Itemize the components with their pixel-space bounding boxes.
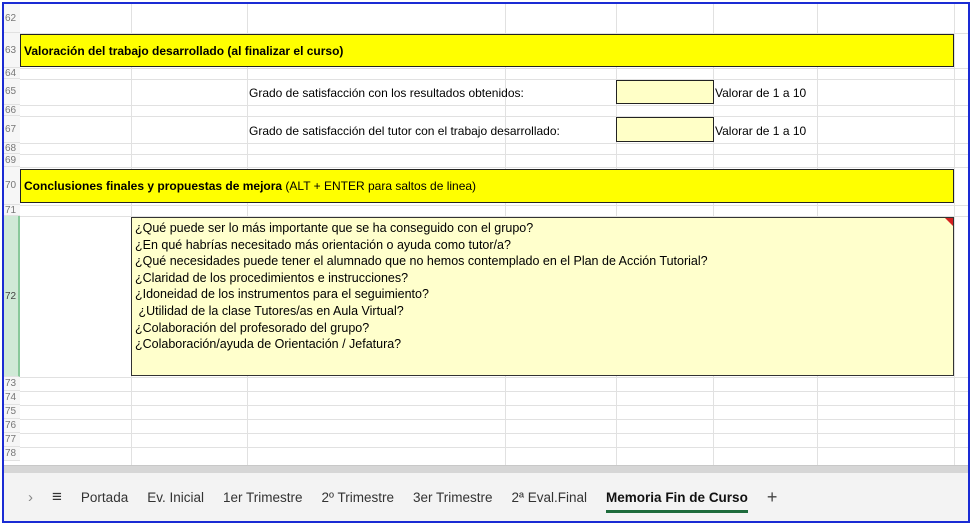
row-header-70[interactable]: 70 xyxy=(4,167,20,205)
tab-ev-inicial[interactable]: Ev. Inicial xyxy=(147,489,204,505)
satisfaccion-tutor-input[interactable] xyxy=(616,117,714,142)
row-header-65[interactable]: 65 xyxy=(4,79,20,105)
hamburger-menu-icon[interactable]: ≡ xyxy=(52,487,62,506)
row-divider xyxy=(20,79,968,80)
row-divider xyxy=(20,105,968,106)
conclusiones-title: Conclusiones finales y propuestas de mejora xyxy=(24,179,283,193)
conclusiones-line: ¿Claridad de los procedimientos e instrucciones? xyxy=(135,270,409,285)
satisfaccion-tutor-label: Grado de satisfacción del tutor con el trabajo desarrollado: xyxy=(249,124,560,138)
comment-indicator-icon[interactable] xyxy=(945,218,953,226)
row-divider xyxy=(20,447,968,448)
satisfaccion-resultados-input[interactable] xyxy=(616,80,714,104)
status-bar xyxy=(4,517,968,521)
conclusiones-line: ¿Idoneidad de los instrumentos para el seguimiento? xyxy=(135,287,429,302)
conclusiones-line: ¿Qué necesidades puede tener el alumnado que no hemos contemplado en el Plan de Acción Tutorial? xyxy=(135,254,708,269)
sheet-grid[interactable] xyxy=(4,4,968,465)
conclusiones-line: ¿Colaboración/ayuda de Orientación / Jefatura? xyxy=(135,337,402,352)
tab-1er-trimestre[interactable]: 1er Trimestre xyxy=(223,489,303,505)
tab-portada[interactable]: Portada xyxy=(80,489,129,505)
row-header-74[interactable]: 74 xyxy=(4,391,20,405)
tab-memoria-fin-de-curso[interactable]: Memoria Fin de Curso xyxy=(606,487,748,508)
row-header-77[interactable]: 77 xyxy=(4,433,20,447)
satisfaccion-tutor-hint: Valorar de 1 a 10 xyxy=(715,124,807,138)
valoracion-banner[interactable] xyxy=(20,34,954,67)
row-header-69[interactable]: 69 xyxy=(4,154,20,167)
row-header-75[interactable]: 75 xyxy=(4,405,20,419)
tab-2o-trimestre[interactable]: 2º Trimestre xyxy=(321,489,394,505)
tab-2a-eval-final[interactable]: 2ª Eval.Final xyxy=(511,489,588,505)
row-divider xyxy=(20,116,968,117)
conclusiones-note: (ALT + ENTER para saltos de linea) xyxy=(282,179,477,193)
plus-icon[interactable]: + xyxy=(766,486,778,507)
row-header-68[interactable]: 68 xyxy=(4,143,20,154)
row-header-73[interactable]: 73 xyxy=(4,377,20,391)
row-divider xyxy=(20,205,968,206)
tab-3er-trimestre[interactable]: 3er Trimestre xyxy=(412,489,493,505)
row-header-62[interactable]: 62 xyxy=(4,4,20,33)
conclusiones-line: ¿Colaboración del profesorado del grupo? xyxy=(135,320,370,335)
row-header-72[interactable]: 72 xyxy=(4,216,20,377)
chevron-right-icon[interactable]: › xyxy=(28,488,33,506)
row-header-66[interactable]: 66 xyxy=(4,105,20,116)
conclusiones-line: ¿En qué habrías necesitado más orientación o ayuda como tutor/a? xyxy=(135,237,511,252)
row-divider xyxy=(20,68,968,69)
column-divider xyxy=(954,4,955,465)
row-divider xyxy=(20,419,968,420)
satisfaccion-resultados-label: Grado de satisfacción con los resultados obtenidos: xyxy=(249,86,524,100)
row-header-63[interactable]: 63 xyxy=(4,33,20,68)
row-header-64[interactable]: 64 xyxy=(4,68,20,79)
conclusiones-banner[interactable] xyxy=(20,169,954,203)
valoracion-title: Valoración del trabajo desarrollado (al finalizar el curso) xyxy=(24,43,344,58)
row-header-71[interactable]: 71 xyxy=(4,205,20,216)
row-divider xyxy=(20,143,968,144)
sheet-tab-bar xyxy=(4,473,968,521)
satisfaccion-resultados-hint: Valorar de 1 a 10 xyxy=(715,86,807,100)
row-divider xyxy=(20,377,968,378)
row-divider xyxy=(20,433,968,434)
row-divider xyxy=(20,167,968,168)
conclusiones-line: ¿Utilidad de la clase Tutores/as en Aula Virtual? xyxy=(135,303,404,318)
conclusiones-text-cell[interactable] xyxy=(131,217,954,376)
row-header-76[interactable]: 76 xyxy=(4,419,20,433)
row-divider xyxy=(20,154,968,155)
row-header-67[interactable]: 67 xyxy=(4,116,20,143)
row-header-78[interactable]: 78 xyxy=(4,447,20,461)
conclusiones-line: ¿Qué puede ser lo más importante que se ha conseguido con el grupo? xyxy=(135,221,534,235)
spreadsheet-window xyxy=(2,2,970,523)
row-divider xyxy=(20,405,968,406)
row-divider xyxy=(20,391,968,392)
